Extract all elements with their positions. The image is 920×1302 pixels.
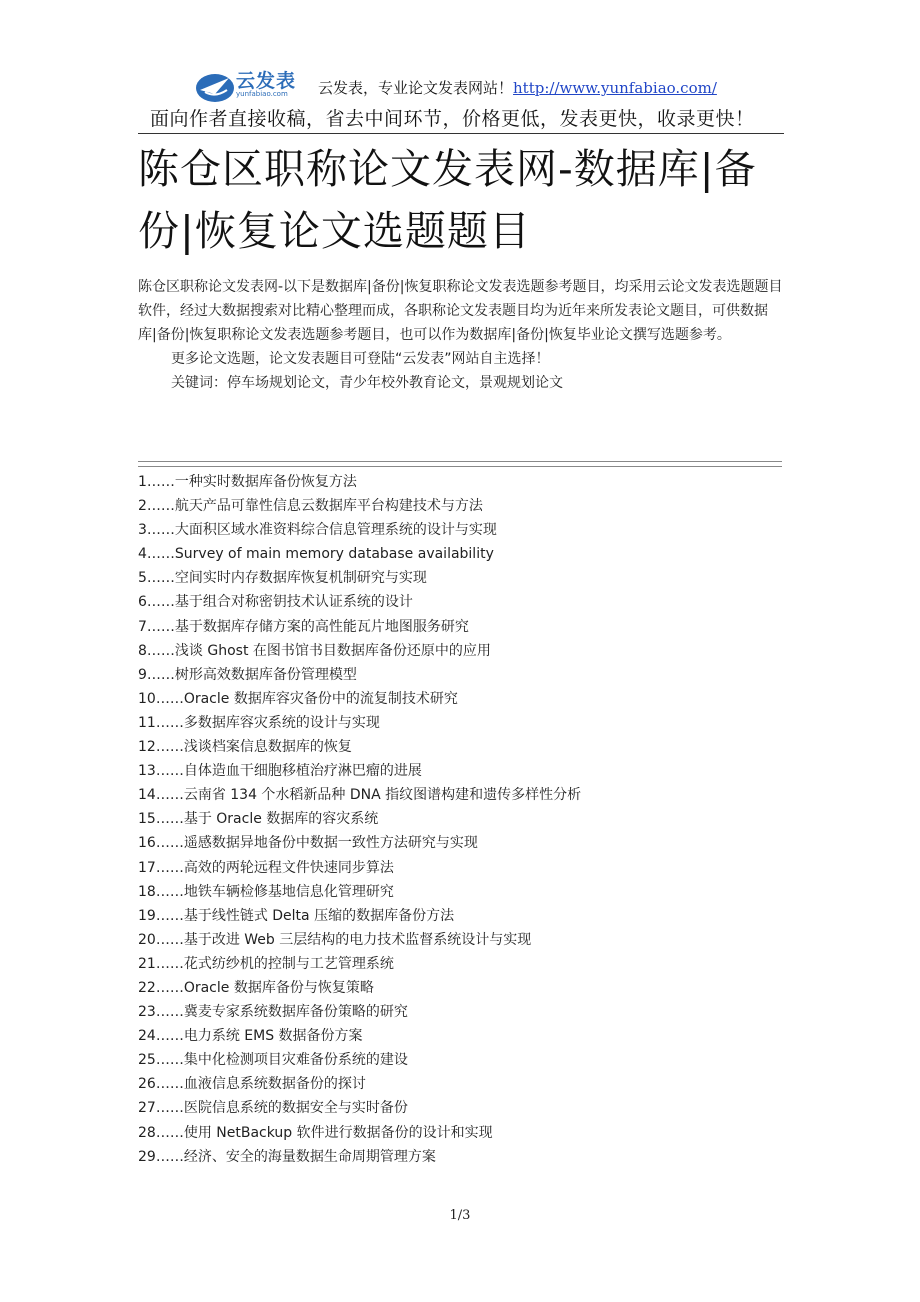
list-item: 27……医院信息系统的数据安全与实时备份 — [138, 1100, 408, 1117]
list-item: 2……航天产品可靠性信息云数据库平台构建技术与方法 — [138, 498, 483, 515]
intro-section — [138, 275, 784, 395]
list-item: 14……云南省 134 个水稻新品种 DNA 指纹图谱构建和遗传多样性分析 — [138, 787, 582, 804]
list-item: 17……高效的两轮远程文件快速同步算法 — [138, 859, 394, 876]
list-item: 12……浅谈档案信息数据库的恢复 — [138, 739, 352, 756]
list-item: 23……冀麦专家系统数据库备份策略的研究 — [138, 1004, 408, 1021]
more-topics-note: 更多论文选题，论文发表题目可登陆“云发表”网站自主选择！ — [171, 351, 550, 367]
list-item: 29……经济、安全的海量数据生命周期管理方案 — [138, 1148, 436, 1165]
list-item: 3……大面积区域水准资料综合信息管理系统的设计与实现 — [138, 522, 497, 539]
list-item: 6……基于组合对称密钥技术认证系统的设计 — [138, 594, 413, 611]
topic-list — [138, 470, 784, 1169]
page-indicator: 1/3 — [449, 1208, 471, 1223]
list-item: 26……血液信息系统数据备份的探讨 — [138, 1076, 366, 1093]
tagline-text: 云发表，专业论文发表网站！ — [318, 79, 514, 97]
list-item: 11……多数据库容灾系统的设计与实现 — [138, 714, 380, 731]
list-item: 24……电力系统 EMS 数据备份方案 — [138, 1028, 363, 1045]
slogan: 面向作者直接收稿，省去中间环节，价格更低，发表更快，收录更快！ — [150, 108, 755, 130]
logo-subtext: yunfabiao.com — [236, 90, 288, 98]
intro-paragraph: 陈仓区职称论文发表网-以下是数据库|备份|恢复职称论文发表选题参考题目，均采用云论文发表选题题目软件，经过大数据搜索对比精心整理而成，各职称论文发表题目均为近年来所发表论文题目，可供数据库|备份|恢复职称论文发表选题参考题目，也可以作为数据库|备份|恢复毕业论文撰写选题参考。 — [138, 279, 783, 343]
logo-text: 云发表 — [236, 70, 297, 92]
list-divider — [138, 461, 782, 467]
list-item: 18……地铁车辆检修基地信息化管理研究 — [138, 883, 394, 900]
list-item: 5……空间实时内存数据库恢复机制研究与实现 — [138, 570, 427, 587]
list-item: 20……基于改进 Web 三层结构的电力技术监督系统设计与实现 — [138, 931, 532, 948]
header-divider — [138, 133, 784, 134]
list-item: 16……遥感数据异地备份中数据一致性方法研究与实现 — [138, 835, 478, 852]
list-item: 9……树形高效数据库备份管理模型 — [138, 666, 357, 683]
list-item: 4……Survey of main memory database availability — [138, 546, 494, 563]
list-item: 25……集中化检测项目灾难备份系统的建设 — [138, 1052, 408, 1069]
list-item: 1……一种实时数据库备份恢复方法 — [138, 474, 357, 490]
list-item: 7……基于数据库存储方案的高性能瓦片地图服务研究 — [138, 618, 469, 635]
list-item: 22……Oracle 数据库备份与恢复策略 — [138, 979, 374, 996]
list-item: 8……浅谈 Ghost 在图书馆书目数据库备份还原中的应用 — [138, 642, 491, 659]
list-item: 28……使用 NetBackup 软件进行数据备份的设计和实现 — [138, 1124, 493, 1141]
tagline — [318, 77, 717, 98]
list-item: 13……自体造血干细胞移植治疗淋巴瘤的进展 — [138, 763, 422, 780]
list-item: 21……花式纺纱机的控制与工艺管理系统 — [138, 955, 394, 972]
site-link[interactable]: http://www.yunfabiao.com/ — [513, 79, 717, 97]
site-header — [0, 66, 920, 106]
list-item: 15……基于 Oracle 数据库的容灾系统 — [138, 811, 379, 828]
list-item: 10……Oracle 数据库容灾备份中的流复制技术研究 — [138, 690, 458, 707]
list-item: 19……基于线性链式 Delta 压缩的数据库备份方法 — [138, 907, 455, 924]
page-title: 陈仓区职称论文发表网-数据库|备份|恢复论文选题题目 — [138, 145, 757, 255]
keywords-line: 关键词：停车场规划论文，青少年校外教育论文，景观规划论文 — [171, 375, 563, 391]
